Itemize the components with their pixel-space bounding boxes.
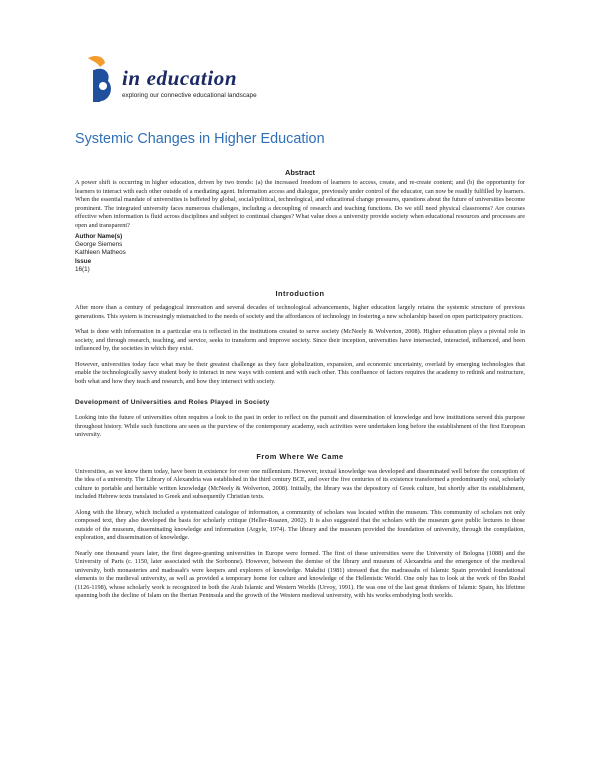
- intro-paragraph: After more than a century of pedagogical innovation and several decades of technological advancements, higher education largely retains the systemic structure of previous generations. This system is increasingly mismatched to the needs of society and the affordances of technology in fostering a new scholarship based on open participatory practices.: [75, 304, 525, 320]
- brand-title: in education: [122, 66, 238, 90]
- history-paragraph: Nearly one thousand years later, the first degree-granting universities in Europe were formed. The first of these universities were the University of Bologna (1088) and the University of Paris (c. 1150, later associated with the Sorbonne). However, between the demise of the library and museum of Alexandria and the emergence of the medieval university, both monasteries and madrasah's were keepers and explorers of knowledge. Makdisi (1981) stressed that the madrassahs of Islamic Spain provided foundational elements to the medieval university, as well as provided a temporary home for culture and knowledge of the Hellenistic World. One only has to look at the work of Ibn Rushd (1126-1198), whose scholarly work is recognized in both the Arab Islamic and Western Worlds (Urvoy, 1991). He was one of the last great thinkers of Islamic Spain, his lifetime spanning both the decline of Islam on the Iberian Peninsula and the growth of the Western medieval university, with his works embodying both worlds.: [75, 549, 525, 600]
- introduction-heading: Introduction: [275, 289, 325, 299]
- development-paragraph: Looking into the future of universities often requires a look to the past in order to reflect on the pursuit and dissemination of knowledge and how institutions served this purpose throughout history. While such functions are seen as the purview of the contemporary academy, such activities were undertaken long before the establishment of the first European university.: [75, 414, 525, 439]
- author-label: Author Name(s): [75, 233, 123, 240]
- history-paragraph: Universities, as we know them today, have been in existence for over one millennium. However, textual knowledge was developed and disseminated well before the conception of the idea of a university. The Library of Alexandria was established in the third century BCE, and over the five centuries of its existence transformed a predominantly oral, scholarly culture to portable and heritable written knowledge (McNeely & Wolverton, 2008). Initially, the library was the depository of Greek culture, but shortly after its establishment, included Hebrew texts translated to Greek and subsequently Christian texts.: [75, 467, 525, 501]
- issue-label: Issue: [75, 257, 92, 265]
- article-body: [75, 168, 525, 601]
- intro-paragraph: What is done with information in a particular era is reflected in the institutions created to serve society (McNeely & Wolverton, 2008). Higher education plays a pivotal role in society, and through research, teaching, and service, seeks to transform and improve society. Since their inception, universities have intersected, interacted, influenced, and been influenced by, the societies in which they exist.: [75, 328, 525, 353]
- brand-tagline: exploring our connective educational landscape: [122, 92, 257, 99]
- development-heading: Development of Universities and Roles Played in Society: [75, 399, 270, 407]
- author-name: George Siemens: [75, 241, 123, 249]
- article-meta: [75, 233, 525, 274]
- from-where-heading: From Where We Came: [256, 451, 344, 461]
- author-name: Kathleen Matheos: [75, 249, 126, 257]
- in-education-logo-icon: [78, 52, 126, 104]
- abstract-heading: Abstract: [285, 168, 315, 177]
- issue-value: 16(1): [75, 265, 90, 273]
- history-paragraph: Along with the library, which included a systematized catalogue of information, a community of scholars was located within the museum. This community of scholars not only composed text, they also developed the basis for scholarly critique (Heller-Roazen, 2002). It is also suggested that the scholars with the museum gave public lectures to those outside of the museum, disseminating knowledge and information (Argyle, 1974). The library and the museum provided the foundation of university, through the compilation, exploration, and dissemination of knowledge.: [75, 508, 525, 542]
- page-title: Systemic Changes in Higher Education: [75, 131, 325, 147]
- abstract-text: A power shift is occurring in higher education, driven by two trends: (a) the increased freedom of learners to access, create, and re-create content; and (b) the opportunity for learners to interact with each other outside of a mediating agent. Information access and dialogue, previously under control of the educator, can now be readily fulfilled by learners. When the essential mandate of universities is buffeted by global, social/political, technological, and educational change pressures, questions about the future of universities become prominent. The integrated university faces numerous challenges, including a decoupling of research and teaching functions. Do we still need physical classrooms? Are courses effective when information is fluid across disciplines and subject to continual changes? What value does a university provide society when educational resources and processes are open and transparent?: [75, 179, 525, 229]
- intro-paragraph: However, universities today face what may be their greatest challenge as they face globalization, expansion, and economic uncertainty, overlaid by emerging technologies that enable the technologically savvy student body to interact in new ways with content and with each other. This confluence of factors requires the academy to rethink and restructure, both what and how they teach and research, and how they intersect with society.: [75, 360, 525, 385]
